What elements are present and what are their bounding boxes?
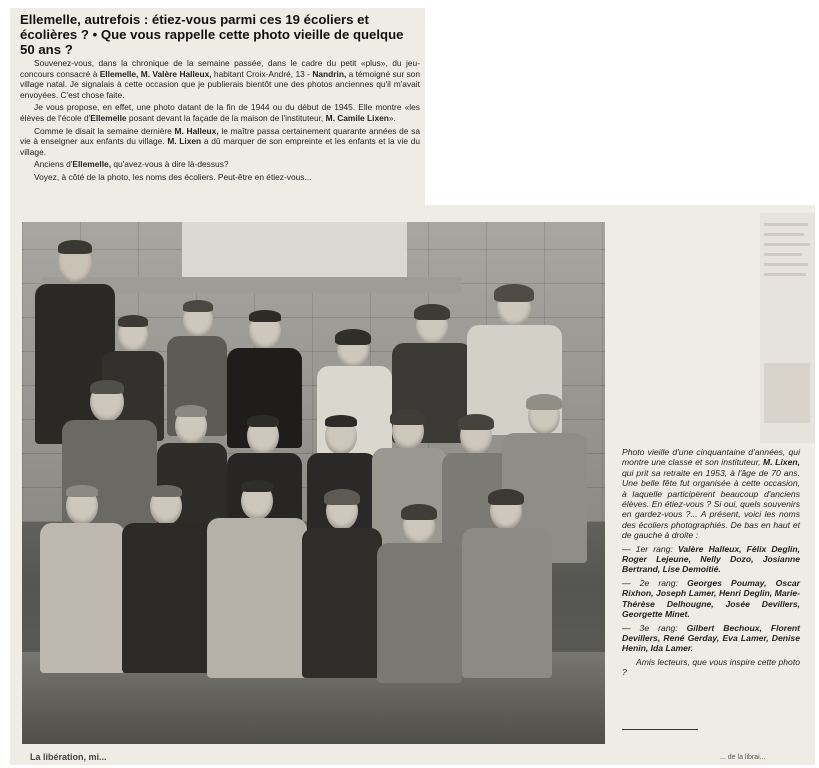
caption-intro: [622, 447, 800, 541]
caption-rule: [622, 729, 698, 730]
bold-run: Ellemelle: [90, 112, 127, 123]
text-run: Anciens d': [34, 159, 73, 170]
bold-run: Nandrin,: [312, 68, 347, 79]
text-run: Comme le disait la semaine dernière: [34, 125, 175, 136]
caption-rank: [622, 578, 800, 620]
text-run: Photo vieille d'une cinquantaine d'années, qui montre une classe et son instituteur,: [622, 447, 800, 468]
rank-names: Georges Poumay, Oscar Rixhon, Joseph Lamer, Henri Deglin, Marie-Thérèse Delhougne, Josée Devillers, Georgette Minet.: [622, 577, 801, 620]
article-body: [20, 58, 420, 185]
text-run: posant devant la façade de la maison de l'instituteur,: [126, 112, 326, 123]
article-headline: Ellemelle, autrefois : étiez-vous parmi ces 19 écoliers et écolières ? • Que vous rappelle cette photo vieille de quelque 50 ans ?: [20, 12, 404, 57]
adjacent-fragment: ... de la librai...: [720, 754, 766, 761]
next-article-fragment: La libération, mi...: [30, 752, 107, 762]
photo-caption: [622, 447, 800, 681]
text-run: le maître passa certainement quarante années de sa vie à enseigner aux enfants du village.: [20, 125, 420, 147]
class-photo: [22, 222, 605, 744]
text-run: a témoigné sur son village natal. Je signalais à cette occasion que je publierais bientôt une des photos anciennes qu'il m'avait envoyées. C'est chose faite.: [20, 68, 420, 100]
text-run: Souvenez-vous, dans la chronique de la semaine passée, dans le cadre du petit «plus», du jeu-concours consacré à: [20, 58, 420, 79]
bold-run: M. Lixen,: [763, 457, 800, 468]
rank-label: — 1er rang:: [622, 543, 678, 554]
caption-closing: Amis lecteurs, que vous inspire cette photo ?: [622, 656, 800, 678]
caption-rank: [622, 544, 800, 575]
rank-label: — 2e rang:: [622, 577, 688, 588]
text-run: habitant Croix-André, 13 -: [211, 68, 313, 79]
text-run: ».: [388, 112, 396, 123]
text-run: Voyez, à côté de la photo, les noms des écoliers. Peut-être en étiez-vous...: [34, 171, 312, 182]
bold-run: Ellemelle, M. Valère Halleux,: [99, 68, 212, 79]
bold-run: M. Lixen: [167, 136, 202, 147]
article-paragraph: [20, 102, 420, 123]
article-paragraph: [20, 58, 420, 100]
article-paragraph: [20, 159, 420, 170]
text-run: qui prit sa retraite en 1953, à l'âge de 70 ans. Une belle fête fut organisée à cette occasion, à laquelle participèrent beaucoup d'anciens élèves. En étiez-vous ? Si oui, quels souvenirs en gardez-vous ?... A présent, voici les noms des écoliers photographiés. De bas en haut et de gauche à droite :: [622, 467, 800, 541]
article-paragraph: [20, 172, 420, 183]
bold-run: M. Halleux,: [174, 125, 219, 136]
bold-run: Ellemelle,: [72, 159, 112, 170]
text-run: Je vous propose, en effet, une photo datant de la fin de 1944 ou du début de 1945. Elle montre «les élèves de l'école d': [20, 102, 420, 123]
rank-names: Valère Halleux, Félix Deglin, Roger Lejeune, Nelly Dozo, Josianne Bertrand, Lise Demoitié.: [622, 543, 800, 575]
rank-label: — 3e rang:: [622, 622, 687, 633]
rank-names: Gilbert Bechoux, Florent Devillers, René Gerday, Eva Lamer, Denise Henin, Ida Lamer.: [622, 622, 800, 654]
text-run: a dû marquer de son empreinte et les enfants et la vie du village.: [20, 136, 421, 157]
article-paragraph: [20, 126, 420, 158]
bold-run: M. Camile Lixen: [325, 112, 389, 123]
text-run: qu'avez-vous à dire là-dessus?: [111, 159, 229, 170]
caption-rank: [622, 623, 800, 654]
adjacent-column-fragment: [760, 213, 815, 443]
